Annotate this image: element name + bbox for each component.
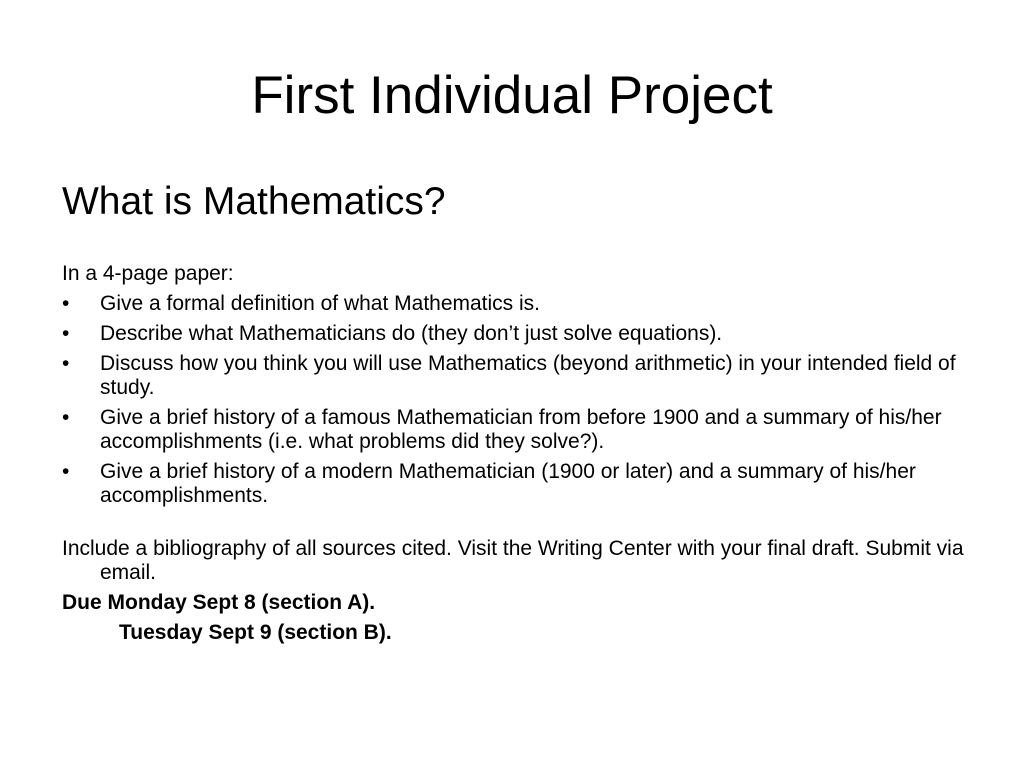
slide-body (62, 262, 972, 645)
intro-text: In a 4-page paper: (62, 262, 234, 285)
bullet-icon: • (62, 322, 70, 345)
list-item-text: Give a formal definition of what Mathematics is. (100, 292, 541, 315)
list-item (62, 460, 972, 508)
bullet-icon: • (62, 292, 70, 315)
slide-title: First Individual Project (251, 66, 773, 125)
requirements-list (62, 292, 972, 508)
list-item-text: Discuss how you think you will use Mathematics (beyond arithmetic) in your intended field of study. (100, 352, 956, 399)
bullet-icon: • (62, 406, 70, 429)
slide-subtitle: What is Mathematics? (62, 180, 446, 223)
closing-instructions: Include a bibliography of all sources cited. Visit the Writing Center with your final draft. Submit via email. (62, 537, 964, 584)
list-item (62, 292, 972, 316)
list-item-text: Describe what Mathematicians do (they don’t just solve equations). (100, 322, 723, 345)
bullet-icon: • (62, 352, 70, 375)
list-item-text: Give a brief history of a famous Mathematician from before 1900 and a summary of his/her accomplishments (i.e. what problems did they solve?). (100, 406, 942, 453)
list-item (62, 406, 972, 454)
bullet-icon: • (62, 460, 70, 483)
list-item (62, 322, 972, 346)
due-date-section-b: Tuesday Sept 9 (section B). (119, 621, 392, 644)
list-item-text: Give a brief history of a modern Mathematician (1900 or later) and a summary of his/her accomplishments. (100, 460, 916, 507)
due-date-section-a: Due Monday Sept 8 (section A). (62, 591, 376, 614)
list-item (62, 352, 972, 400)
